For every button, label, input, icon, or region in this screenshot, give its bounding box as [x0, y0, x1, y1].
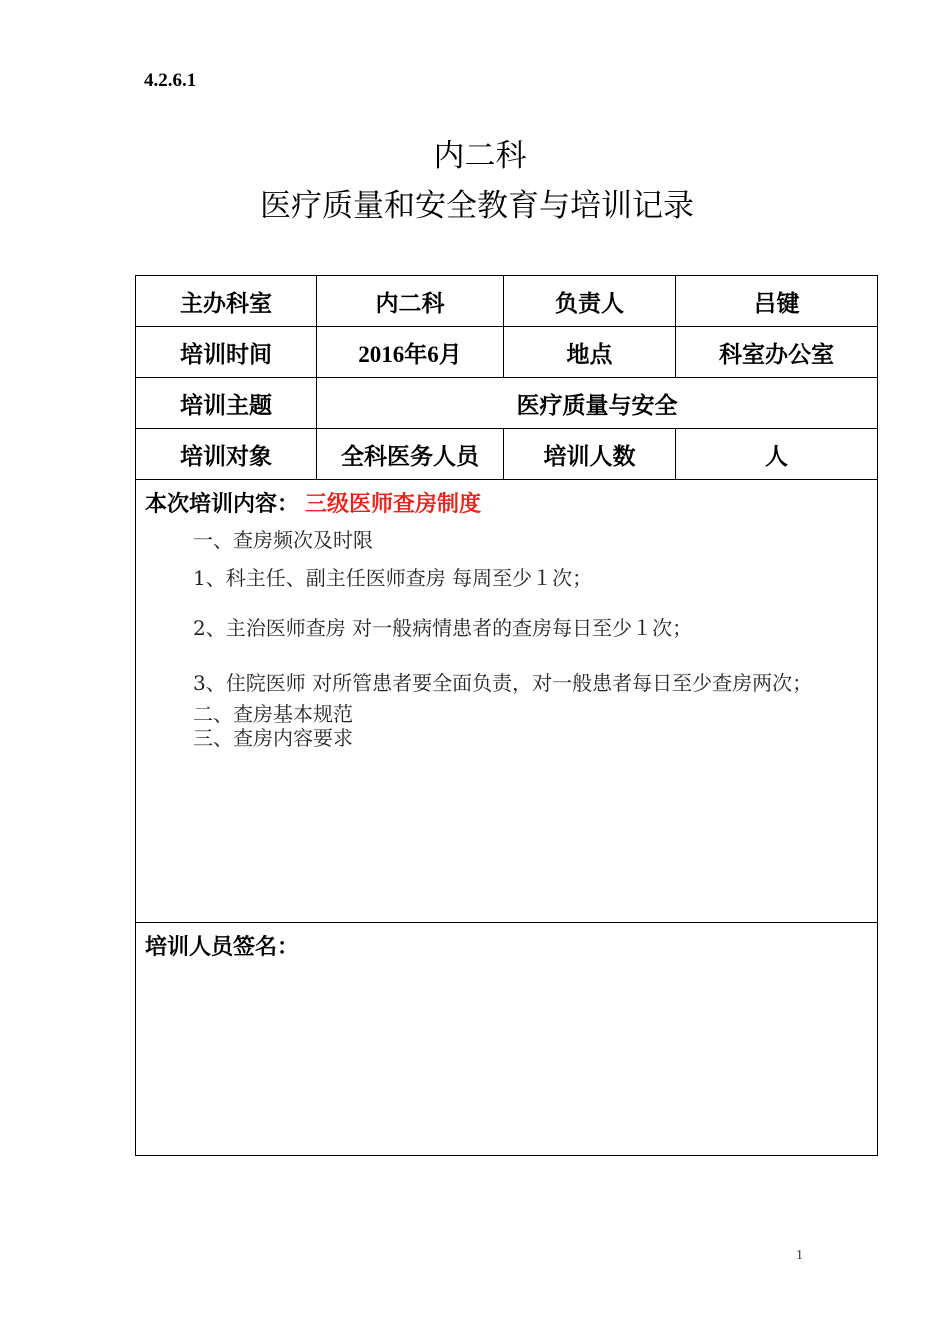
responsible-label: 负责人: [504, 276, 676, 327]
organizer-value: 内二科: [317, 276, 504, 327]
responsible-value: 吕键: [676, 276, 878, 327]
page-number: 1: [796, 1248, 803, 1263]
content-heading-label: 本次培训内容：: [145, 492, 300, 517]
section-heading-1: 一、查房频次及时限: [193, 528, 373, 552]
training-content-heading: [145, 490, 867, 520]
signature-cell: [136, 923, 878, 1156]
section-heading-2: 二、查房基本规范: [193, 702, 353, 726]
attendee-count-value: 人: [676, 429, 878, 480]
training-topic-label: 培训主题: [136, 378, 317, 429]
training-topic-value: 医疗质量与安全: [317, 378, 878, 429]
content-item-3: 3、住院医师 对所管患者要全面负责，对一般患者每日至少查房两次；: [193, 671, 813, 695]
section-heading-3: 三、查房内容要求: [193, 726, 353, 750]
table-row: [136, 378, 878, 429]
content-item-1: 1、科主任、副主任医师查房 每周至少１次；: [193, 566, 593, 590]
training-time-label: 培训时间: [136, 327, 317, 378]
department-title: 内二科: [433, 138, 527, 174]
table-row: [136, 429, 878, 480]
table-row: [136, 276, 878, 327]
audience-value: 全科医务人员: [317, 429, 504, 480]
table-row: [136, 923, 878, 1156]
content-item-2: 2、主治医师查房 对一般病情患者的查房每日至少１次；: [193, 616, 693, 640]
signature-label: 培训人员签名：: [145, 935, 300, 960]
table-row: [136, 480, 878, 923]
content-topic-highlight: 三级医师查房制度: [305, 492, 482, 517]
training-time-value: 2016年6月: [317, 327, 504, 378]
attendee-count-label: 培训人数: [504, 429, 676, 480]
location-label: 地点: [504, 327, 676, 378]
document-number: 4.2.6.1: [144, 70, 197, 91]
training-content-cell: [136, 480, 878, 923]
training-record-table: [135, 275, 878, 1156]
record-title: 医疗质量和安全教育与培训记录: [260, 188, 694, 224]
audience-label: 培训对象: [136, 429, 317, 480]
location-value: 科室办公室: [676, 327, 878, 378]
table-row: [136, 327, 878, 378]
organizer-label: 主办科室: [136, 276, 317, 327]
